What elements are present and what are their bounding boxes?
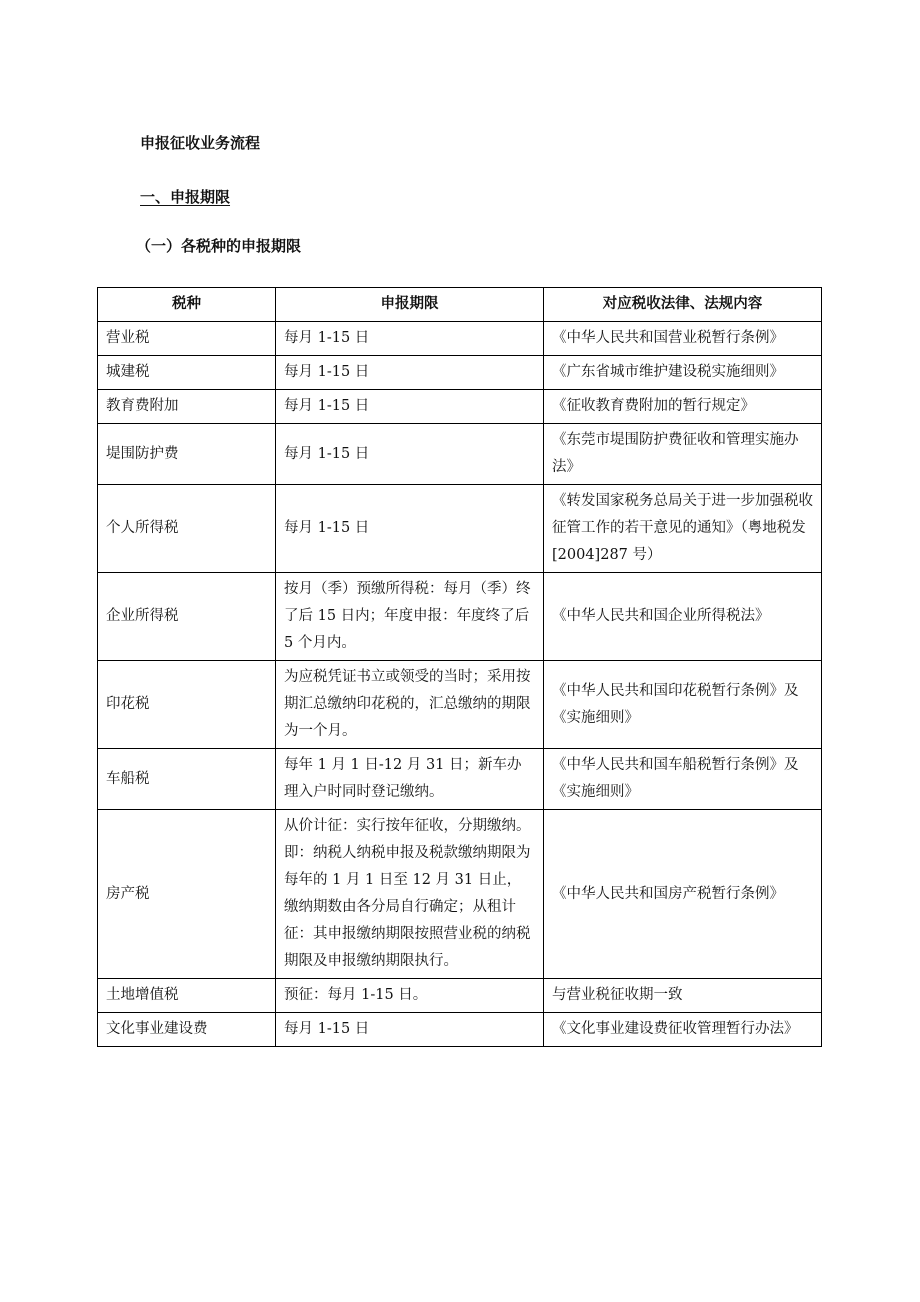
law-cell: 《征收教育费附加的暂行规定》 xyxy=(544,390,822,424)
tax-type-cell: 印花税 xyxy=(98,661,276,749)
tax-type-cell: 企业所得税 xyxy=(98,573,276,661)
tax-type-cell: 房产税 xyxy=(98,810,276,979)
law-cell: 《中华人民共和国营业税暂行条例》 xyxy=(544,322,822,356)
law-cell: 《东莞市堤围防护费征收和管理实施办法》 xyxy=(544,424,822,485)
table-row xyxy=(98,356,822,390)
law-cell: 《文化事业建设费征收管理暂行办法》 xyxy=(544,1013,822,1047)
deadline-cell: 每月 1-15 日 xyxy=(276,356,544,390)
tax-type-cell: 文化事业建设费 xyxy=(98,1013,276,1047)
tax-type-cell: 土地增值税 xyxy=(98,979,276,1013)
table-row xyxy=(98,485,822,573)
deadline-cell: 每月 1-15 日 xyxy=(276,390,544,424)
deadline-cell: 每月 1-15 日 xyxy=(276,322,544,356)
law-cell: 《广东省城市维护建设税实施细则》 xyxy=(544,356,822,390)
law-cell: 《中华人民共和国车船税暂行条例》及《实施细则》 xyxy=(544,749,822,810)
tax-type-cell: 营业税 xyxy=(98,322,276,356)
table-row xyxy=(98,810,822,979)
tax-type-cell: 车船税 xyxy=(98,749,276,810)
deadline-cell: 预征：每月 1-15 日。 xyxy=(276,979,544,1013)
table-row xyxy=(98,661,822,749)
table-row xyxy=(98,573,822,661)
deadline-cell: 每月 1-15 日 xyxy=(276,424,544,485)
tax-type-cell: 个人所得税 xyxy=(98,485,276,573)
tax-deadline-table xyxy=(97,287,822,1047)
table-row xyxy=(98,979,822,1013)
law-cell: 《中华人民共和国企业所得税法》 xyxy=(544,573,822,661)
section-heading: 一、申报期限 xyxy=(140,188,231,206)
deadline-cell: 每月 1-15 日 xyxy=(276,1013,544,1047)
table-row xyxy=(98,1013,822,1047)
deadline-cell: 每月 1-15 日 xyxy=(276,485,544,573)
deadline-cell: 按月（季）预缴所得税：每月（季）终了后 15 日内；年度申报：年度终了后 5 个月内。 xyxy=(276,573,544,661)
law-cell: 与营业税征收期一致 xyxy=(544,979,822,1013)
header-tax-type: 税种 xyxy=(98,288,276,322)
tax-type-cell: 教育费附加 xyxy=(98,390,276,424)
law-cell: 《中华人民共和国房产税暂行条例》 xyxy=(544,810,822,979)
tax-type-cell: 城建税 xyxy=(98,356,276,390)
law-cell: 《转发国家税务总局关于进一步加强税收征管工作的若干意见的通知》（粤地税发[2004]287 号） xyxy=(544,485,822,573)
table-row xyxy=(98,749,822,810)
deadline-cell: 每年 1 月 1 日-12 月 31 日；新车办理入户时同时登记缴纳。 xyxy=(276,749,544,810)
header-deadline: 申报期限 xyxy=(276,288,544,322)
law-cell: 《中华人民共和国印花税暂行条例》及《实施细则》 xyxy=(544,661,822,749)
table-row xyxy=(98,424,822,485)
table-row xyxy=(98,390,822,424)
table-header-row xyxy=(98,288,822,322)
deadline-cell: 为应税凭证书立或领受的当时；采用按期汇总缴纳印花税的，汇总缴纳的期限为一个月。 xyxy=(276,661,544,749)
header-law: 对应税收法律、法规内容 xyxy=(544,288,822,322)
deadline-cell: 从价计征：实行按年征收，分期缴纳。即：纳税人纳税申报及税款缴纳期限为每年的 1 月 1 日至 12 月 31 日止，缴纳期数由各分局自行确定；从租计征：其申报缴纳期限按照营业税的纳税期限及申报缴纳期限执行。 xyxy=(276,810,544,979)
table-row xyxy=(98,322,822,356)
subsection-heading: （一）各税种的申报期限 xyxy=(136,237,302,255)
document-title: 申报征收业务流程 xyxy=(140,134,261,152)
tax-type-cell: 堤围防护费 xyxy=(98,424,276,485)
